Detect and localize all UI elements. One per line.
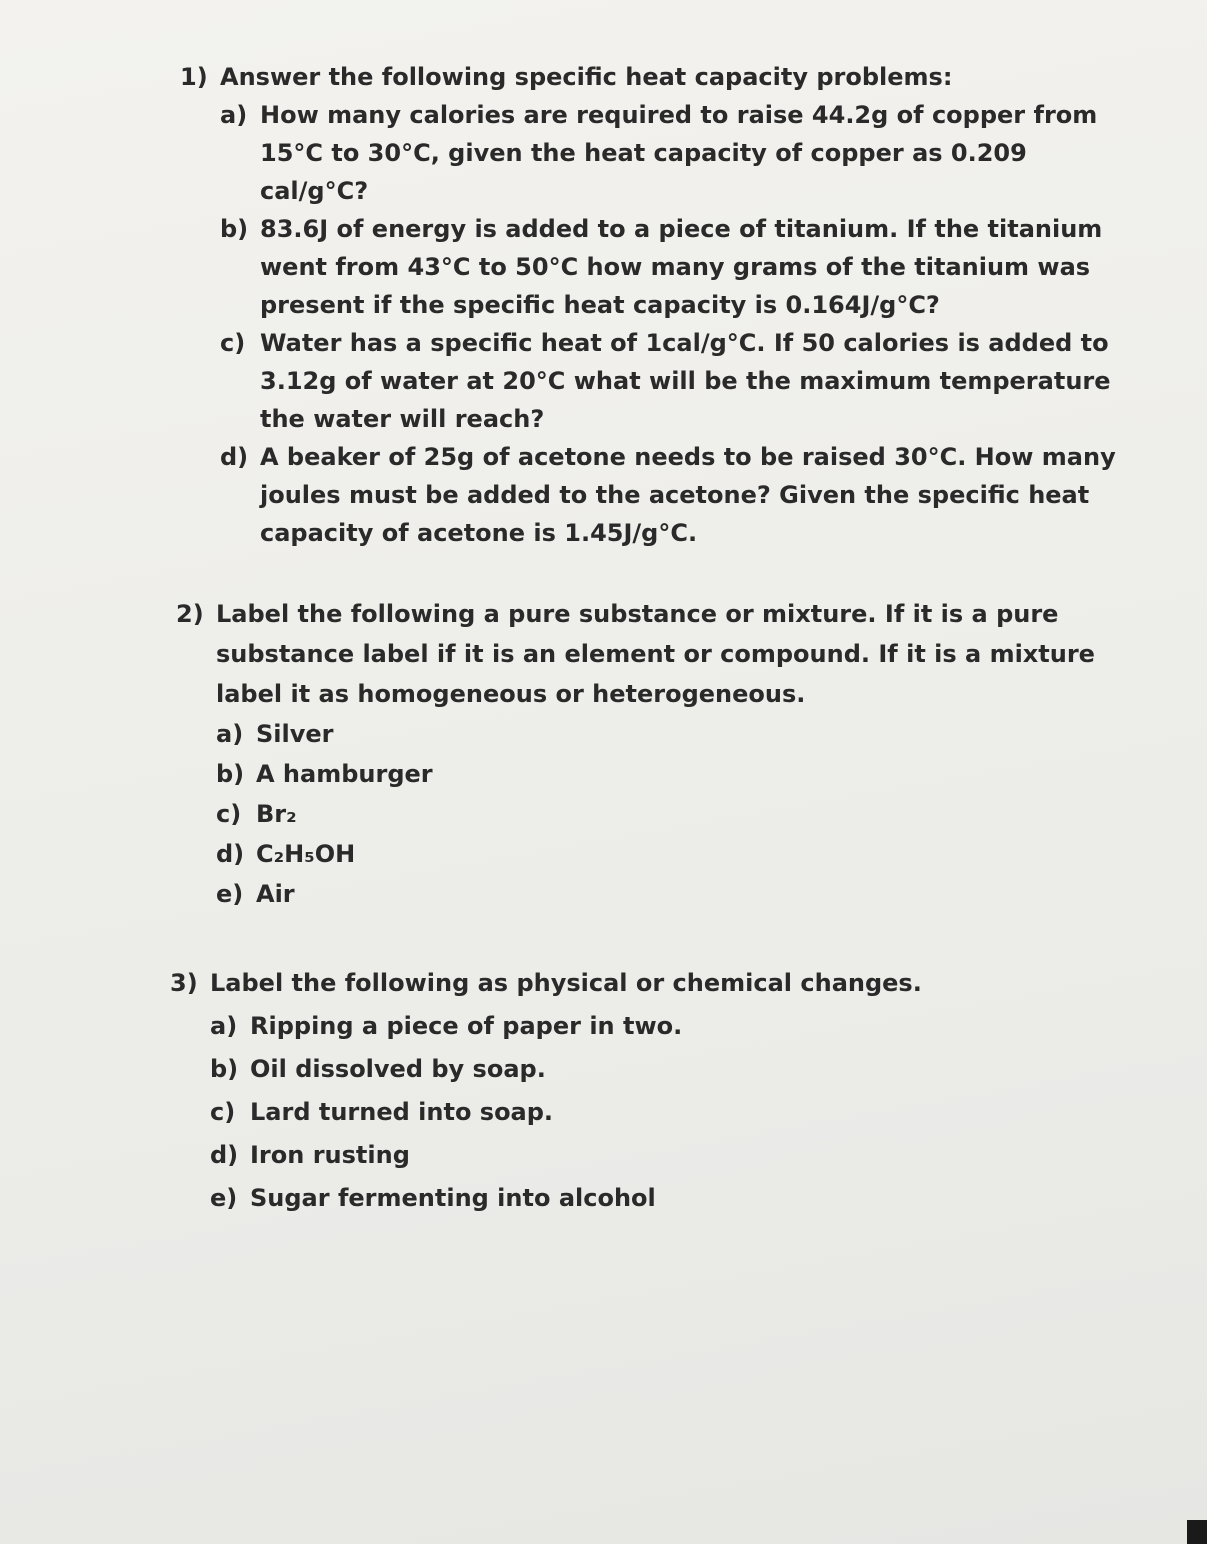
sub-question-text: Br₂ (256, 800, 297, 828)
sub-question-text: Air (256, 880, 295, 908)
sub-question-letter: c) (216, 800, 242, 828)
question-2 (176, 594, 1136, 914)
sub-question-1a (220, 96, 1140, 210)
question-number: 1) (180, 63, 208, 91)
question-title: Label the following a pure substance or mixture. If it is a pure substance label if it is an element or compound. If it is a mixture label it as homogeneous or heterogeneous. (216, 600, 1095, 708)
sub-question-text: Iron rusting (250, 1141, 410, 1169)
sub-question-letter: b) (210, 1055, 239, 1083)
sub-question-3b (210, 1048, 1130, 1091)
sub-question-letter: c) (220, 329, 246, 357)
sub-question-2c (216, 794, 1136, 834)
question-1-header (180, 58, 1140, 96)
sub-question-text: C₂H₅OH (256, 840, 356, 868)
sub-question-1c (220, 324, 1140, 438)
sub-question-text: Water has a specific heat of 1cal/g°C. If 50 calories is added to 3.12g of water at 20°C what will be the maximum temperature the water will reach? (260, 329, 1111, 433)
sub-question-text: Ripping a piece of paper in two. (250, 1012, 683, 1040)
sub-question-text: A beaker of 25g of acetone needs to be raised 30°C. How many joules must be added to the acetone? Given the specific heat capacity of acetone is 1.45J/g°C. (260, 443, 1116, 547)
sub-question-letter: d) (210, 1141, 239, 1169)
question-title: Label the following as physical or chemical changes. (210, 969, 922, 997)
sub-question-letter: e) (216, 880, 244, 908)
sub-question-text: How many calories are required to raise 44.2g of copper from 15°C to 30°C, given the heat capacity of copper as 0.209 cal/g°C? (260, 101, 1098, 205)
sub-question-1d (220, 438, 1140, 552)
sub-question-text: 83.6J of energy is added to a piece of titanium. If the titanium went from 43°C to 50°C how many grams of the titanium was present if the specific heat capacity is 0.164J/g°C? (260, 215, 1103, 319)
question-1 (180, 58, 1140, 552)
sub-question-letter: e) (210, 1184, 238, 1212)
sub-question-letter: b) (216, 760, 245, 788)
sub-question-3e (210, 1177, 1130, 1220)
sub-question-letter: d) (220, 443, 249, 471)
question-number: 3) (170, 969, 198, 997)
sub-question-1b (220, 210, 1140, 324)
sub-question-2d (216, 834, 1136, 874)
sub-question-2e (216, 874, 1136, 914)
question-2-header (176, 594, 1136, 714)
sub-question-text: Oil dissolved by soap. (250, 1055, 546, 1083)
sub-question-letter: a) (210, 1012, 238, 1040)
question-number: 2) (176, 600, 204, 628)
question-3-header (170, 962, 1130, 1005)
sub-question-letter: a) (216, 720, 244, 748)
question-title: Answer the following specific heat capacity problems: (220, 63, 953, 91)
sub-question-2a (216, 714, 1136, 754)
sub-question-letter: c) (210, 1098, 236, 1126)
sub-question-letter: a) (220, 101, 248, 129)
question-3 (170, 962, 1130, 1220)
sub-question-2b (216, 754, 1136, 794)
sub-question-3c (210, 1091, 1130, 1134)
sub-question-letter: b) (220, 215, 249, 243)
sub-question-text: A hamburger (256, 760, 433, 788)
sub-question-text: Lard turned into soap. (250, 1098, 554, 1126)
sub-question-text: Sugar fermenting into alcohol (250, 1184, 656, 1212)
sub-question-text: Silver (256, 720, 334, 748)
sub-question-letter: d) (216, 840, 245, 868)
sub-question-3d (210, 1134, 1130, 1177)
table-edge-shadow (1187, 1520, 1207, 1544)
sub-question-3a (210, 1005, 1130, 1048)
